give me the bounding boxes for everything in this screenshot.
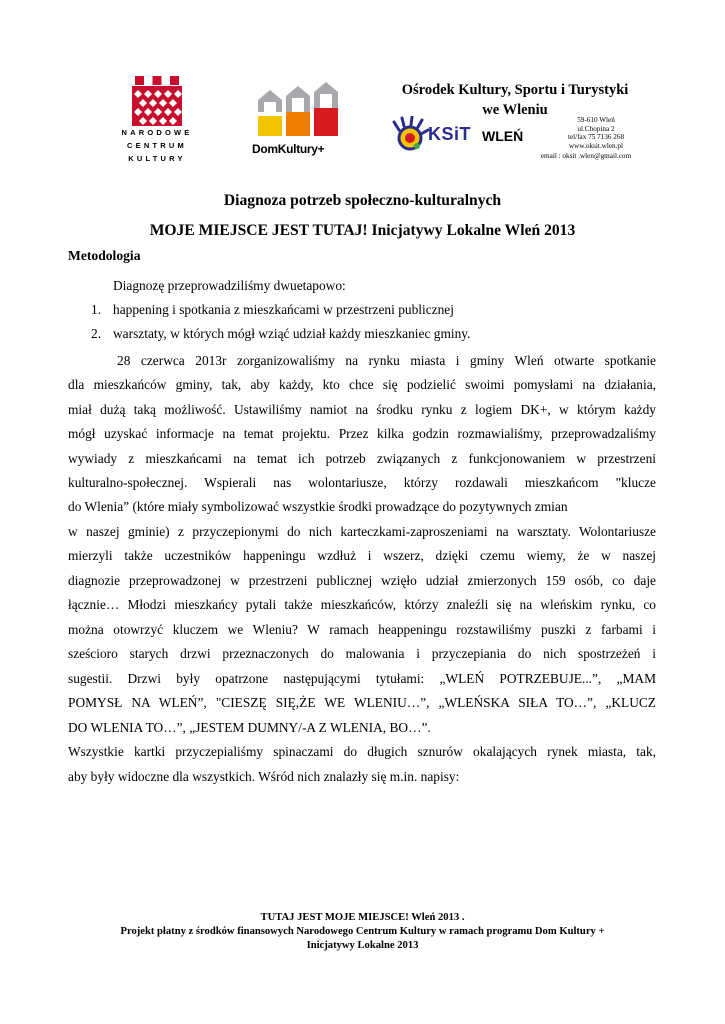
paragraph-line: aby były widoczne dla wszystkich. Wśród nich znalazły się m.in. napisy: — [68, 769, 460, 784]
section-heading: Metodologia — [68, 248, 141, 263]
paragraph-line: mógł uzyskać informacje na temat projektu. Przez kilka godzin rozmawialiśmy, przeprowadzaliśmy — [68, 426, 656, 441]
list-item-number: 1. — [91, 302, 102, 317]
paragraph-line: POMYSŁ NA WLEŃ”, "CIESZĘ SIĘ,ŻE WE WLENIU…”, „WLEŃSKA SIŁA TO…”, „KLUCZ — [68, 695, 656, 710]
paragraph-line: Wszystkie kartki przyczepialiśmy spinaczami do długich sznurów okalających rynek miasta, tak, — [68, 744, 656, 759]
footer-line-2: Projekt płatny z środków finansowych Narodowego Centrum Kultury w ramach programu Dom Kultury + — [120, 926, 605, 937]
nck-logo — [112, 76, 202, 166]
oksit-contact-line-1: 59-610 Wleń — [577, 116, 615, 124]
domkultury-logo — [252, 82, 344, 162]
oksit-header — [386, 80, 656, 180]
list-item-text: happening i spotkania z mieszkańcami w przestrzeni publicznej — [113, 302, 454, 317]
nck-line-3: KULTURY — [128, 154, 186, 163]
paragraph-line: dla mieszkańców gminy, tak, aby każdy, kto chce się podzielić swoimi pomysłami na działania, — [68, 377, 656, 392]
oksit-email: email : oksit .wlen@gmail.com — [540, 152, 632, 160]
oksit-contact-line-3: tel/fax 75 7136 268 — [567, 133, 625, 142]
paragraph-line: sugestii. Drzwi były opatrzone następującymi tytułami: „WLEŃ POTRZEBUJE...”, „MAM — [68, 671, 656, 686]
paragraph-line: w naszej gminie) z przyczepionymi do nich karteczkami-zaproszeniami na warsztaty. Wolontariusze — [68, 524, 656, 539]
nck-logo-text — [112, 126, 202, 165]
paragraph-line: łącznie… Młodzi mieszkańcy pytali także mieszkańców, którzy znaleźli się na wleńskim rynku, co — [68, 597, 656, 612]
oksit-contact — [546, 116, 646, 150]
intro-text: Diagnozę przeprowadziliśmy dwuetapowo: — [113, 278, 346, 293]
footer-line-3: Inicjatywy Lokalne 2013 — [306, 940, 419, 951]
list-item-text: warsztaty, w których mógł wziąć udział każdy mieszkaniec gminy. — [113, 326, 471, 341]
paragraph-line: wywiady z mieszkańcami na temat ich potrzeb związanych z funkcjonowaniem w przestrzeni — [68, 451, 656, 466]
paragraph-line: DO WLENIA TO…”, „JESTEM DUMNY/-A Z WLENIA, BO…”. — [68, 720, 431, 735]
paragraph-line: można otowrzyć kluczem we Wleniu? W ramach heappeningu rozstawiliśmy puszki z farbami i — [68, 622, 656, 637]
domkultury-houses-icon — [256, 82, 340, 138]
paragraph-line: mierzyli także uczestników happeningu wzdłuż i wszerz, dzięki czemu wiemy, że w naszej — [68, 548, 656, 563]
hand-print-icon — [390, 116, 430, 156]
oksit-logo — [390, 116, 530, 156]
oksit-title — [386, 80, 644, 120]
document-subtitle: MOJE MIEJSCE JEST TUTAJ! Inicjatywy Lokalne Wleń 2013 — [149, 222, 576, 239]
document-title: Diagnoza potrzeb społeczno-kulturalnych — [223, 192, 502, 209]
list-item-number: 2. — [91, 326, 102, 341]
nck-line-2: CENTRUM — [127, 141, 187, 150]
oksit-logo-word: KSiT — [428, 124, 472, 144]
nck-line-1: NARODOWE — [121, 128, 193, 137]
footer-line-1: TUTAJ JEST MOJE MIEJSCE! Wleń 2013 . — [260, 912, 465, 923]
oksit-contact-line-4: www.oksit.wlen.pl — [568, 141, 624, 150]
paragraph-line: 28 czerwca 2013r zorganizowaliśmy na rynku miasta i gminy Wleń otwarte spotkanie — [117, 353, 656, 368]
oksit-title-line-2: we Wleniu — [482, 102, 548, 118]
paragraph-line: do Wlenia” (które miały symbolizować wszystkie środki prowadzące do pozytywnych zmian — [68, 499, 568, 514]
paragraph-line: miał dużą taką możliwość. Ustawiliśmy namiot na środku rynku z logiem DK+, w którym każdy — [68, 402, 656, 417]
oksit-contact-line-2: ul.Chopina 2 — [577, 124, 615, 133]
domkultury-text: DomKultury+ — [252, 142, 325, 156]
nck-crown-icon — [132, 76, 182, 126]
oksit-logo-wlen: WLEŃ — [482, 128, 524, 144]
paragraph-line: diagnozie przeprowadzonej w przestrzeni publicznej wzięło udział zmierzonych 159 osób, co daje — [68, 573, 656, 588]
paragraph-line: kulturalno-społecznej. Wspierali nas wolontariusze, którzy rozdawali mieszkańcom "klucze — [68, 475, 656, 490]
paragraph-line: sześcioro starych drzwi przeznaczonych do malowania i przyczepiania do nich spostrzeżeń i — [68, 646, 656, 661]
oksit-title-line-1: Ośrodek Kultury, Sportu i Turystyki — [401, 82, 629, 98]
